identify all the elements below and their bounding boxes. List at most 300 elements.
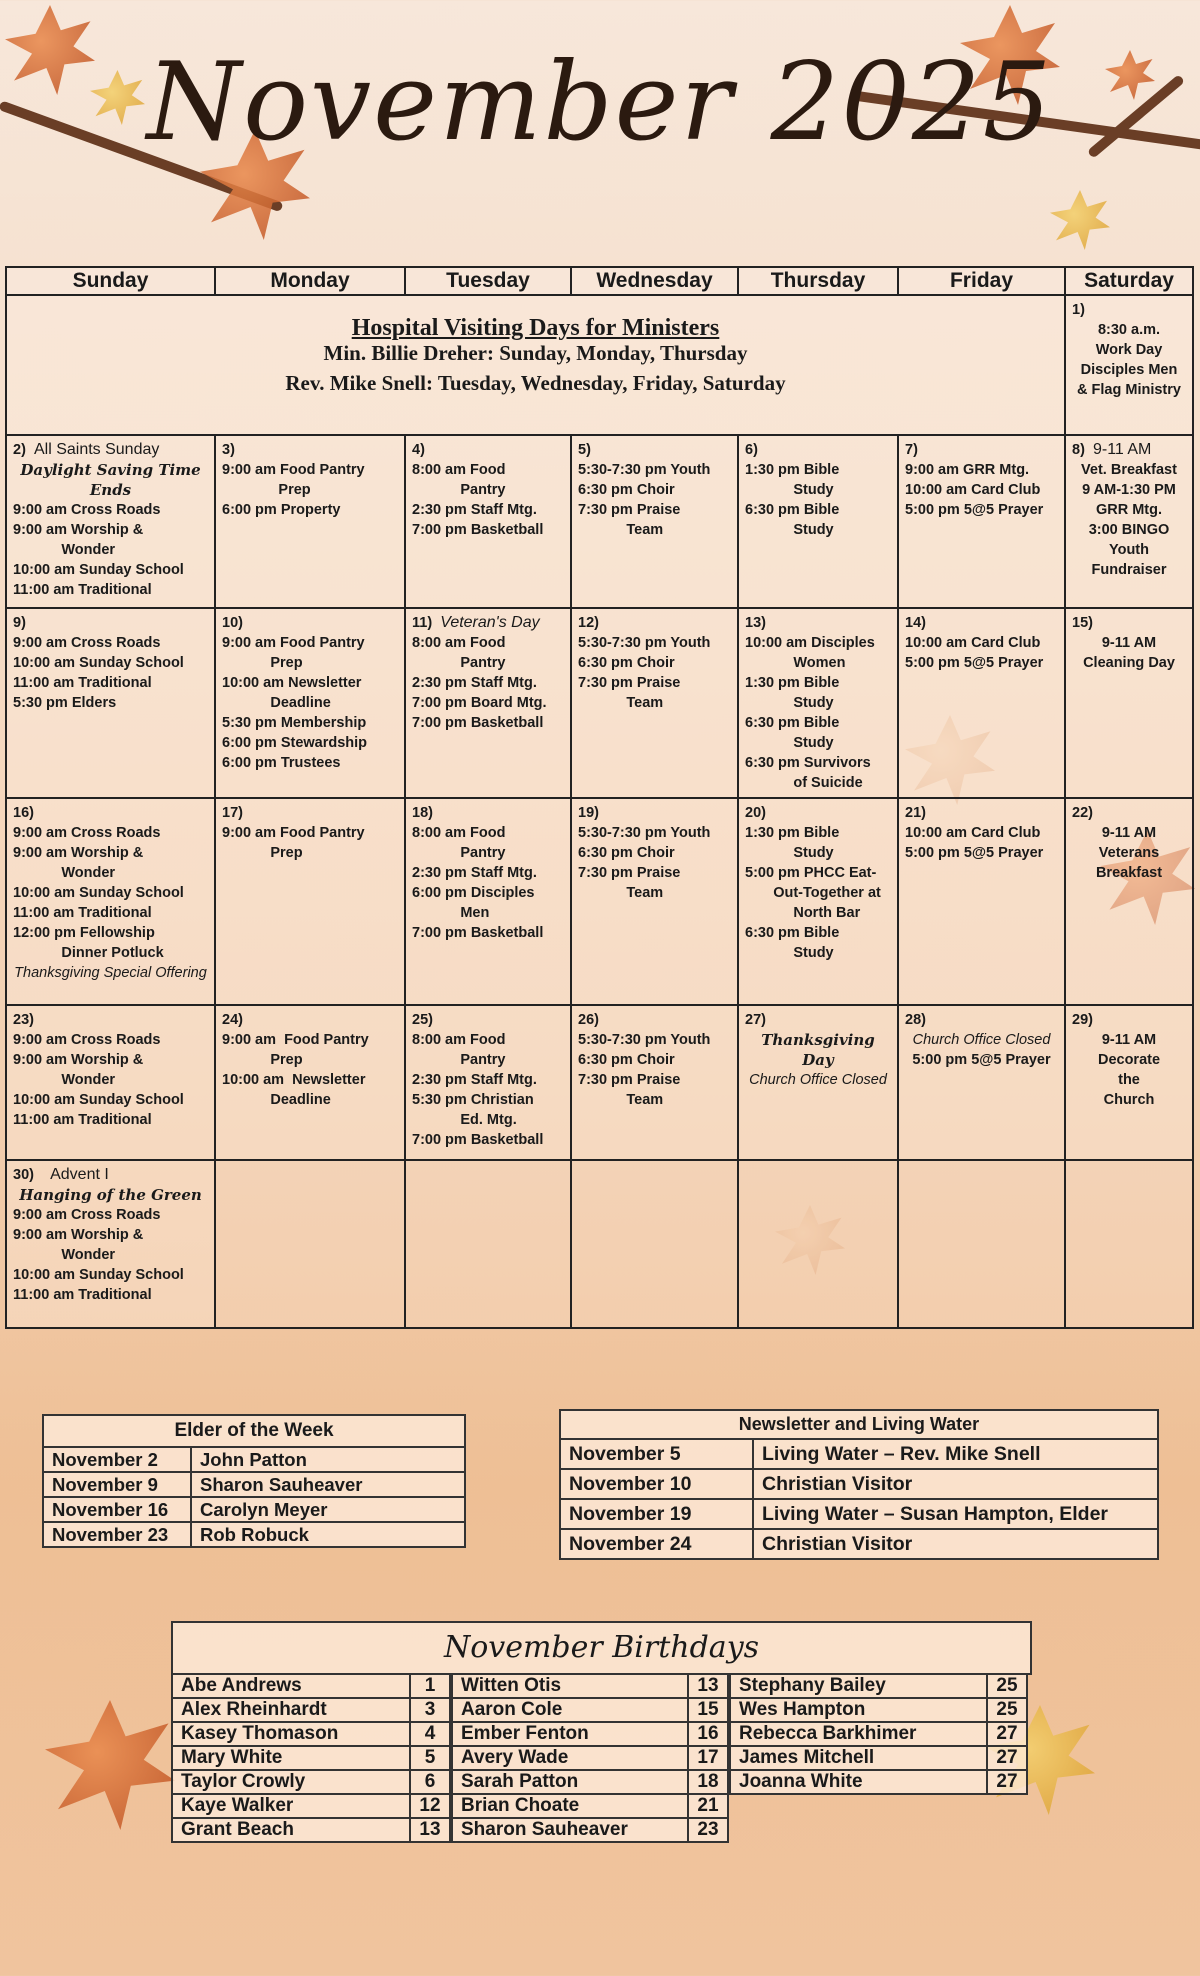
birthday-name: Joanna White (730, 1770, 987, 1794)
day-number: 8) (1072, 442, 1085, 458)
event: 1:30 pm Bible Study (745, 462, 840, 498)
event: 6:30 pm Bible Study (745, 715, 840, 751)
event-list (905, 1030, 1058, 1070)
table-row (560, 1529, 1158, 1559)
event: 6:00 pm Stewardship (222, 735, 368, 751)
day-header (905, 613, 1058, 633)
birthday-name: James Mitchell (730, 1746, 987, 1770)
event: 8:00 am Food Pantry (412, 635, 506, 671)
week-row (6, 435, 1193, 608)
day-header (1072, 1010, 1186, 1030)
event: 10:00 am Card Club (905, 482, 1041, 498)
event-list (578, 460, 731, 540)
day-cell (215, 435, 405, 608)
day-header (1072, 440, 1186, 460)
calendar-grid (5, 266, 1194, 1329)
day-number: 29) (1072, 1012, 1093, 1028)
day-number: 28) (905, 1012, 926, 1028)
weekday-header: Monday (215, 267, 405, 295)
day-header (1072, 803, 1186, 823)
elder-name: John Patton (191, 1447, 465, 1472)
day-number: 7) (905, 442, 918, 458)
event: 9:00 am Cross Roads (13, 635, 161, 651)
event: 7:00 pm Basketball (412, 522, 544, 538)
table-row (730, 1722, 1027, 1746)
event-list (745, 460, 891, 540)
event: 8:00 am Food Pantry (412, 462, 506, 498)
page-title: November 2025 (146, 40, 1054, 165)
day-italic-note: Church Office Closed (749, 1072, 887, 1088)
day-cell (1065, 435, 1193, 608)
event: 5:30-7:30 pm Youth (578, 1032, 711, 1048)
day-cell (215, 798, 405, 1005)
weekday-header: Wednesday (571, 267, 738, 295)
event: 10:00 am Sunday School (13, 655, 184, 671)
day-cell (405, 435, 571, 608)
event-list (1072, 823, 1186, 883)
table-row (452, 1674, 728, 1698)
elder-name: Sharon Sauheaver (191, 1472, 465, 1497)
day-cell (405, 1005, 571, 1160)
birthday-day: 23 (688, 1818, 728, 1842)
newsletter-heading: Newsletter and Living Water (560, 1410, 1158, 1439)
elder-of-week-table (42, 1414, 466, 1548)
day-number: 10) (222, 615, 243, 631)
birthday-name: Mary White (172, 1746, 410, 1770)
day-italic-note: Thanksgiving Special Offering (14, 965, 207, 981)
day-number: 27) (745, 1012, 766, 1028)
table-row (172, 1698, 450, 1722)
elder-name: Rob Robuck (191, 1522, 465, 1547)
day-number: 9) (13, 615, 26, 631)
birthday-day: 1 (410, 1674, 450, 1698)
day-number: 23) (13, 1012, 34, 1028)
table-row (43, 1497, 465, 1522)
day-cell (215, 1005, 405, 1160)
event: 5:30 pm Christian Ed. Mtg. (412, 1092, 534, 1128)
event: Church (1103, 1092, 1155, 1108)
newsletter-date: November 24 (560, 1529, 753, 1559)
event: 7:30 pm Praise Team (578, 1072, 681, 1108)
day-note: All Saints Sunday (33, 441, 160, 458)
event: 9:00 am Worship & Wonder (13, 522, 144, 558)
birthday-name: Kasey Thomason (172, 1722, 410, 1746)
table-row (172, 1794, 450, 1818)
day-script-note: Thanksgiving Day (761, 1031, 875, 1069)
event-list (412, 823, 564, 943)
elder-heading: Elder of the Week (43, 1415, 465, 1447)
elder-name: Carolyn Meyer (191, 1497, 465, 1522)
event: 5:30-7:30 pm Youth (578, 462, 711, 478)
event: Disciples Men (1080, 362, 1178, 378)
birthday-day: 12 (410, 1794, 450, 1818)
day-header (412, 613, 564, 633)
birthday-day: 6 (410, 1770, 450, 1794)
table-row (560, 1439, 1158, 1469)
table-row (452, 1794, 728, 1818)
event: 7:30 pm Praise Team (578, 502, 681, 538)
birthday-day: 21 (688, 1794, 728, 1818)
day-cell (215, 608, 405, 798)
day-cell (738, 1005, 898, 1160)
empty-day-cell (898, 1160, 1065, 1328)
day-number: 21) (905, 805, 926, 821)
day-italic-note: Church Office Closed (912, 1032, 1051, 1048)
birthdays-heading: November Birthdays (171, 1621, 1032, 1675)
event-list (13, 500, 208, 600)
event: Vet. Breakfast (1081, 462, 1177, 478)
weekday-header: Sunday (6, 267, 215, 295)
birthday-column (171, 1673, 451, 1843)
table-row (730, 1770, 1027, 1794)
day-header (905, 1010, 1058, 1030)
event-list (222, 633, 398, 773)
day-header (412, 1010, 564, 1030)
event-list (412, 1030, 564, 1150)
day-header (412, 803, 564, 823)
day-header (745, 440, 891, 460)
newsletter-table (559, 1409, 1159, 1560)
newsletter-item: Christian Visitor (753, 1529, 1158, 1559)
day-header (578, 1010, 731, 1030)
event-list (412, 460, 564, 540)
event: 9-11 AM (1101, 825, 1157, 841)
event: 6:30 pm Choir (578, 655, 675, 671)
table-row (560, 1499, 1158, 1529)
day-header (905, 803, 1058, 823)
event: Veterans (1098, 845, 1160, 861)
newsletter-item: Living Water – Rev. Mike Snell (753, 1439, 1158, 1469)
birthday-day: 25 (987, 1698, 1027, 1722)
birthday-name: Kaye Walker (172, 1794, 410, 1818)
day-header (745, 803, 891, 823)
event: Fundraiser (1091, 562, 1167, 578)
birthday-name: Taylor Crowly (172, 1770, 410, 1794)
day-header (745, 613, 891, 633)
table-row (172, 1818, 450, 1842)
event: 10:00 am Card Club (905, 635, 1041, 651)
event: 5:00 pm 5@5 Prayer (905, 502, 1044, 518)
birthday-day: 18 (688, 1770, 728, 1794)
event: Breakfast (1095, 865, 1163, 881)
event: 1:30 pm Bible Study (745, 825, 840, 861)
week-row (6, 608, 1193, 798)
table-row (172, 1722, 450, 1746)
newsletter-item: Living Water – Susan Hampton, Elder (753, 1499, 1158, 1529)
newsletter-date: November 10 (560, 1469, 753, 1499)
event-list (905, 460, 1058, 520)
event-list (412, 633, 564, 733)
day-number: 17) (222, 805, 243, 821)
event: 2:30 pm Staff Mtg. (412, 1072, 537, 1088)
event: 8:30 a.m. (1097, 322, 1161, 338)
birthday-name: Sarah Patton (452, 1770, 688, 1794)
event: 5:00 pm 5@5 Prayer (912, 1052, 1051, 1068)
event: 9:00 am Worship & Wonder (13, 1227, 144, 1263)
day-cell (1065, 798, 1193, 1005)
event: 10:00 am Card Club (905, 825, 1041, 841)
weekday-header: Saturday (1065, 267, 1193, 295)
day-number: 12) (578, 615, 599, 631)
table-row (43, 1472, 465, 1497)
table-row (560, 1469, 1158, 1499)
day-header (745, 1010, 891, 1030)
day-number: 15) (1072, 615, 1093, 631)
hospital-line: Min. Billie Dreher: Sunday, Monday, Thursday (323, 341, 748, 365)
empty-day-cell (1065, 1160, 1193, 1328)
newsletter-date: November 19 (560, 1499, 753, 1529)
table-row (172, 1770, 450, 1794)
event: 11:00 am Traditional (13, 905, 152, 921)
event: 3:00 BINGO (1088, 522, 1170, 538)
empty-day-cell (571, 1160, 738, 1328)
birthday-day: 27 (987, 1722, 1027, 1746)
weekday-header-row (6, 267, 1193, 295)
day-number: 20) (745, 805, 766, 821)
day-cell (6, 1160, 215, 1328)
birthday-name: Brian Choate (452, 1794, 688, 1818)
table-row (452, 1818, 728, 1842)
hospital-heading: Hospital Visiting Days for Ministers (351, 315, 720, 341)
day-number: 3) (222, 442, 235, 458)
hospital-visiting-banner (6, 295, 1065, 435)
day-cell (6, 1005, 215, 1160)
birthday-name: Grant Beach (172, 1818, 410, 1842)
day-number: 2) (13, 442, 26, 458)
event: 9:00 am Cross Roads (13, 502, 161, 518)
event: 9:00 am Food Pantry Prep (222, 825, 365, 861)
day-header (222, 1010, 398, 1030)
event-list (13, 1030, 208, 1130)
elder-date: November 2 (43, 1447, 191, 1472)
empty-day-cell (738, 1160, 898, 1328)
birthday-name: Witten Otis (452, 1674, 688, 1698)
empty-day-cell (405, 1160, 571, 1328)
event-list (578, 633, 731, 713)
event: 9:00 am Cross Roads (13, 1207, 161, 1223)
event: 1:30 pm Bible Study (745, 675, 840, 711)
day-cell (571, 798, 738, 1005)
event: 11:00 am Traditional (13, 1287, 152, 1303)
event: 10:00 am Sunday School (13, 885, 184, 901)
event: 6:30 pm Bible Study (745, 502, 840, 538)
event: 10:00 am Sunday School (13, 1267, 184, 1283)
day-header (222, 440, 398, 460)
day-header (13, 613, 208, 633)
event: 9:00 am Food Pantry Prep (222, 462, 365, 498)
event: 8:00 am Food Pantry (412, 1032, 506, 1068)
event: Cleaning Day (1083, 655, 1175, 671)
event: 6:30 pm Bible Study (745, 925, 840, 961)
event: GRR Mtg. (1095, 502, 1163, 518)
event: 9-11 AM (1101, 635, 1157, 651)
event: & Flag Ministry (1077, 382, 1181, 398)
table-row (452, 1746, 728, 1770)
event: 7:00 pm Basketball (412, 925, 544, 941)
day-cell (6, 608, 215, 798)
event-list (905, 633, 1058, 673)
day-number: 6) (745, 442, 758, 458)
day-cell (571, 608, 738, 798)
event: 10:00 am Sunday School (13, 1092, 184, 1108)
event-list (745, 823, 891, 963)
table-row (172, 1674, 450, 1698)
day-number: 24) (222, 1012, 243, 1028)
event: 6:00 pm Trustees (222, 755, 341, 771)
day-note: 9-11 AM (1092, 441, 1152, 458)
event: 9:00 am Worship & Wonder (13, 845, 144, 881)
event-list (222, 1030, 398, 1110)
birthday-name: Abe Andrews (172, 1674, 410, 1698)
event-list (13, 633, 208, 713)
event-list (222, 823, 398, 863)
birthday-name: Ember Fenton (452, 1722, 688, 1746)
event: 5:00 pm 5@5 Prayer (905, 845, 1044, 861)
hospital-line: Rev. Mike Snell: Tuesday, Wednesday, Friday, Saturday (285, 371, 786, 395)
day-number: 5) (578, 442, 591, 458)
event-list (1072, 633, 1186, 673)
event: 5:30-7:30 pm Youth (578, 635, 711, 651)
day-cell (6, 435, 215, 608)
day-cell (1065, 1005, 1193, 1160)
event: 9:00 am Cross Roads (13, 825, 161, 841)
event-list (222, 460, 398, 520)
event-list (1072, 460, 1186, 580)
day-number: 11) (412, 615, 433, 631)
event: 5:30-7:30 pm Youth (578, 825, 711, 841)
event: 2:30 pm Staff Mtg. (412, 865, 537, 881)
event: 12:00 pm Fellowship Dinner Potluck (13, 925, 164, 961)
event: Work Day (1095, 342, 1163, 358)
day-number: 14) (905, 615, 926, 631)
day-cell (738, 435, 898, 608)
elder-date: November 23 (43, 1522, 191, 1547)
day-cell (898, 608, 1065, 798)
event: 9-11 AM (1101, 1032, 1157, 1048)
birthday-day: 3 (410, 1698, 450, 1722)
week-row (6, 1005, 1193, 1160)
event: 10:00 am Newsletter Deadline (222, 675, 362, 711)
day-cell (571, 1005, 738, 1160)
day-header (13, 1010, 208, 1030)
day-note: Advent I (50, 1166, 109, 1183)
day-cell (571, 435, 738, 608)
day-header (1072, 613, 1186, 633)
event: the (1118, 1072, 1140, 1088)
day-script-note: Daylight Saving Time Ends (20, 461, 201, 499)
event: 10:00 am Disciples Women (745, 635, 875, 671)
birthday-day: 27 (987, 1770, 1027, 1794)
event: 11:00 am Traditional (13, 1112, 152, 1128)
day-note: Veteran's Day (440, 614, 540, 631)
table-row (730, 1698, 1027, 1722)
birthday-name: Aaron Cole (452, 1698, 688, 1722)
event: 5:30 pm Elders (13, 695, 117, 711)
event: 11:00 am Traditional (13, 675, 152, 691)
day-header (13, 803, 208, 823)
birthday-name: Wes Hampton (730, 1698, 987, 1722)
event: 11:00 am Traditional (13, 582, 152, 598)
newsletter-date: November 5 (560, 1439, 753, 1469)
birthday-name: Avery Wade (452, 1746, 688, 1770)
birthday-name: Alex Rheinhardt (172, 1698, 410, 1722)
event: 2:30 pm Staff Mtg. (412, 502, 537, 518)
elder-date: November 9 (43, 1472, 191, 1497)
event: 2:30 pm Staff Mtg. (412, 675, 537, 691)
birthday-column (729, 1673, 1028, 1795)
event-list (745, 1070, 891, 1090)
day-header (13, 440, 208, 460)
event: 6:30 pm Choir (578, 482, 675, 498)
birthday-column (451, 1673, 729, 1843)
event: 7:30 pm Praise Team (578, 865, 681, 901)
day-cell (405, 798, 571, 1005)
day-cell (1065, 608, 1193, 798)
day-header (578, 613, 731, 633)
birthday-name: Rebecca Barkhimer (730, 1722, 987, 1746)
day-number: 30) (13, 1167, 34, 1183)
day-header (905, 440, 1058, 460)
birthday-day: 17 (688, 1746, 728, 1770)
newsletter-item: Christian Visitor (753, 1469, 1158, 1499)
day-header (578, 803, 731, 823)
event: 7:00 pm Basketball (412, 715, 544, 731)
event-list (1072, 320, 1186, 400)
day-script-note: Hanging of the Green (19, 1186, 202, 1204)
event-list (1072, 1030, 1186, 1110)
birthday-day: 25 (987, 1674, 1027, 1698)
event: 6:00 pm Disciples Men (412, 885, 535, 921)
empty-day-cell (215, 1160, 405, 1328)
day-cell (898, 1005, 1065, 1160)
event: 9:00 am GRR Mtg. (905, 462, 1030, 478)
day-number: 18) (412, 805, 433, 821)
day-number: 25) (412, 1012, 433, 1028)
event-list (578, 1030, 731, 1110)
birthday-name: Stephany Bailey (730, 1674, 987, 1698)
table-row (730, 1746, 1027, 1770)
table-row (43, 1447, 465, 1472)
event: 7:30 pm Praise Team (578, 675, 681, 711)
day-header (412, 440, 564, 460)
table-row (43, 1522, 465, 1547)
day-cell (738, 608, 898, 798)
day-cell (898, 798, 1065, 1005)
day-number: 16) (13, 805, 34, 821)
birthday-day: 13 (410, 1818, 450, 1842)
elder-date: November 16 (43, 1497, 191, 1522)
table-row (452, 1698, 728, 1722)
event-list (745, 633, 891, 793)
event: 9:00 am Cross Roads (13, 1032, 161, 1048)
birthday-name: Sharon Sauheaver (452, 1818, 688, 1842)
day-header (222, 613, 398, 633)
birthday-day: 13 (688, 1674, 728, 1698)
event: 6:30 pm Choir (578, 1052, 675, 1068)
event: 8:00 am Food Pantry (412, 825, 506, 861)
event: 6:30 pm Survivors of Suicide (745, 755, 871, 791)
event: 5:00 pm 5@5 Prayer (905, 655, 1044, 671)
day-number: 4) (412, 442, 425, 458)
weekday-header: Friday (898, 267, 1065, 295)
event-list (578, 823, 731, 903)
table-row (730, 1674, 1027, 1698)
event: 9:00 am Food Pantry Prep (222, 635, 365, 671)
weekday-header: Thursday (738, 267, 898, 295)
event: 7:00 pm Board Mtg. (412, 695, 547, 711)
day-number: 13) (745, 615, 766, 631)
event: 6:30 pm Choir (578, 845, 675, 861)
